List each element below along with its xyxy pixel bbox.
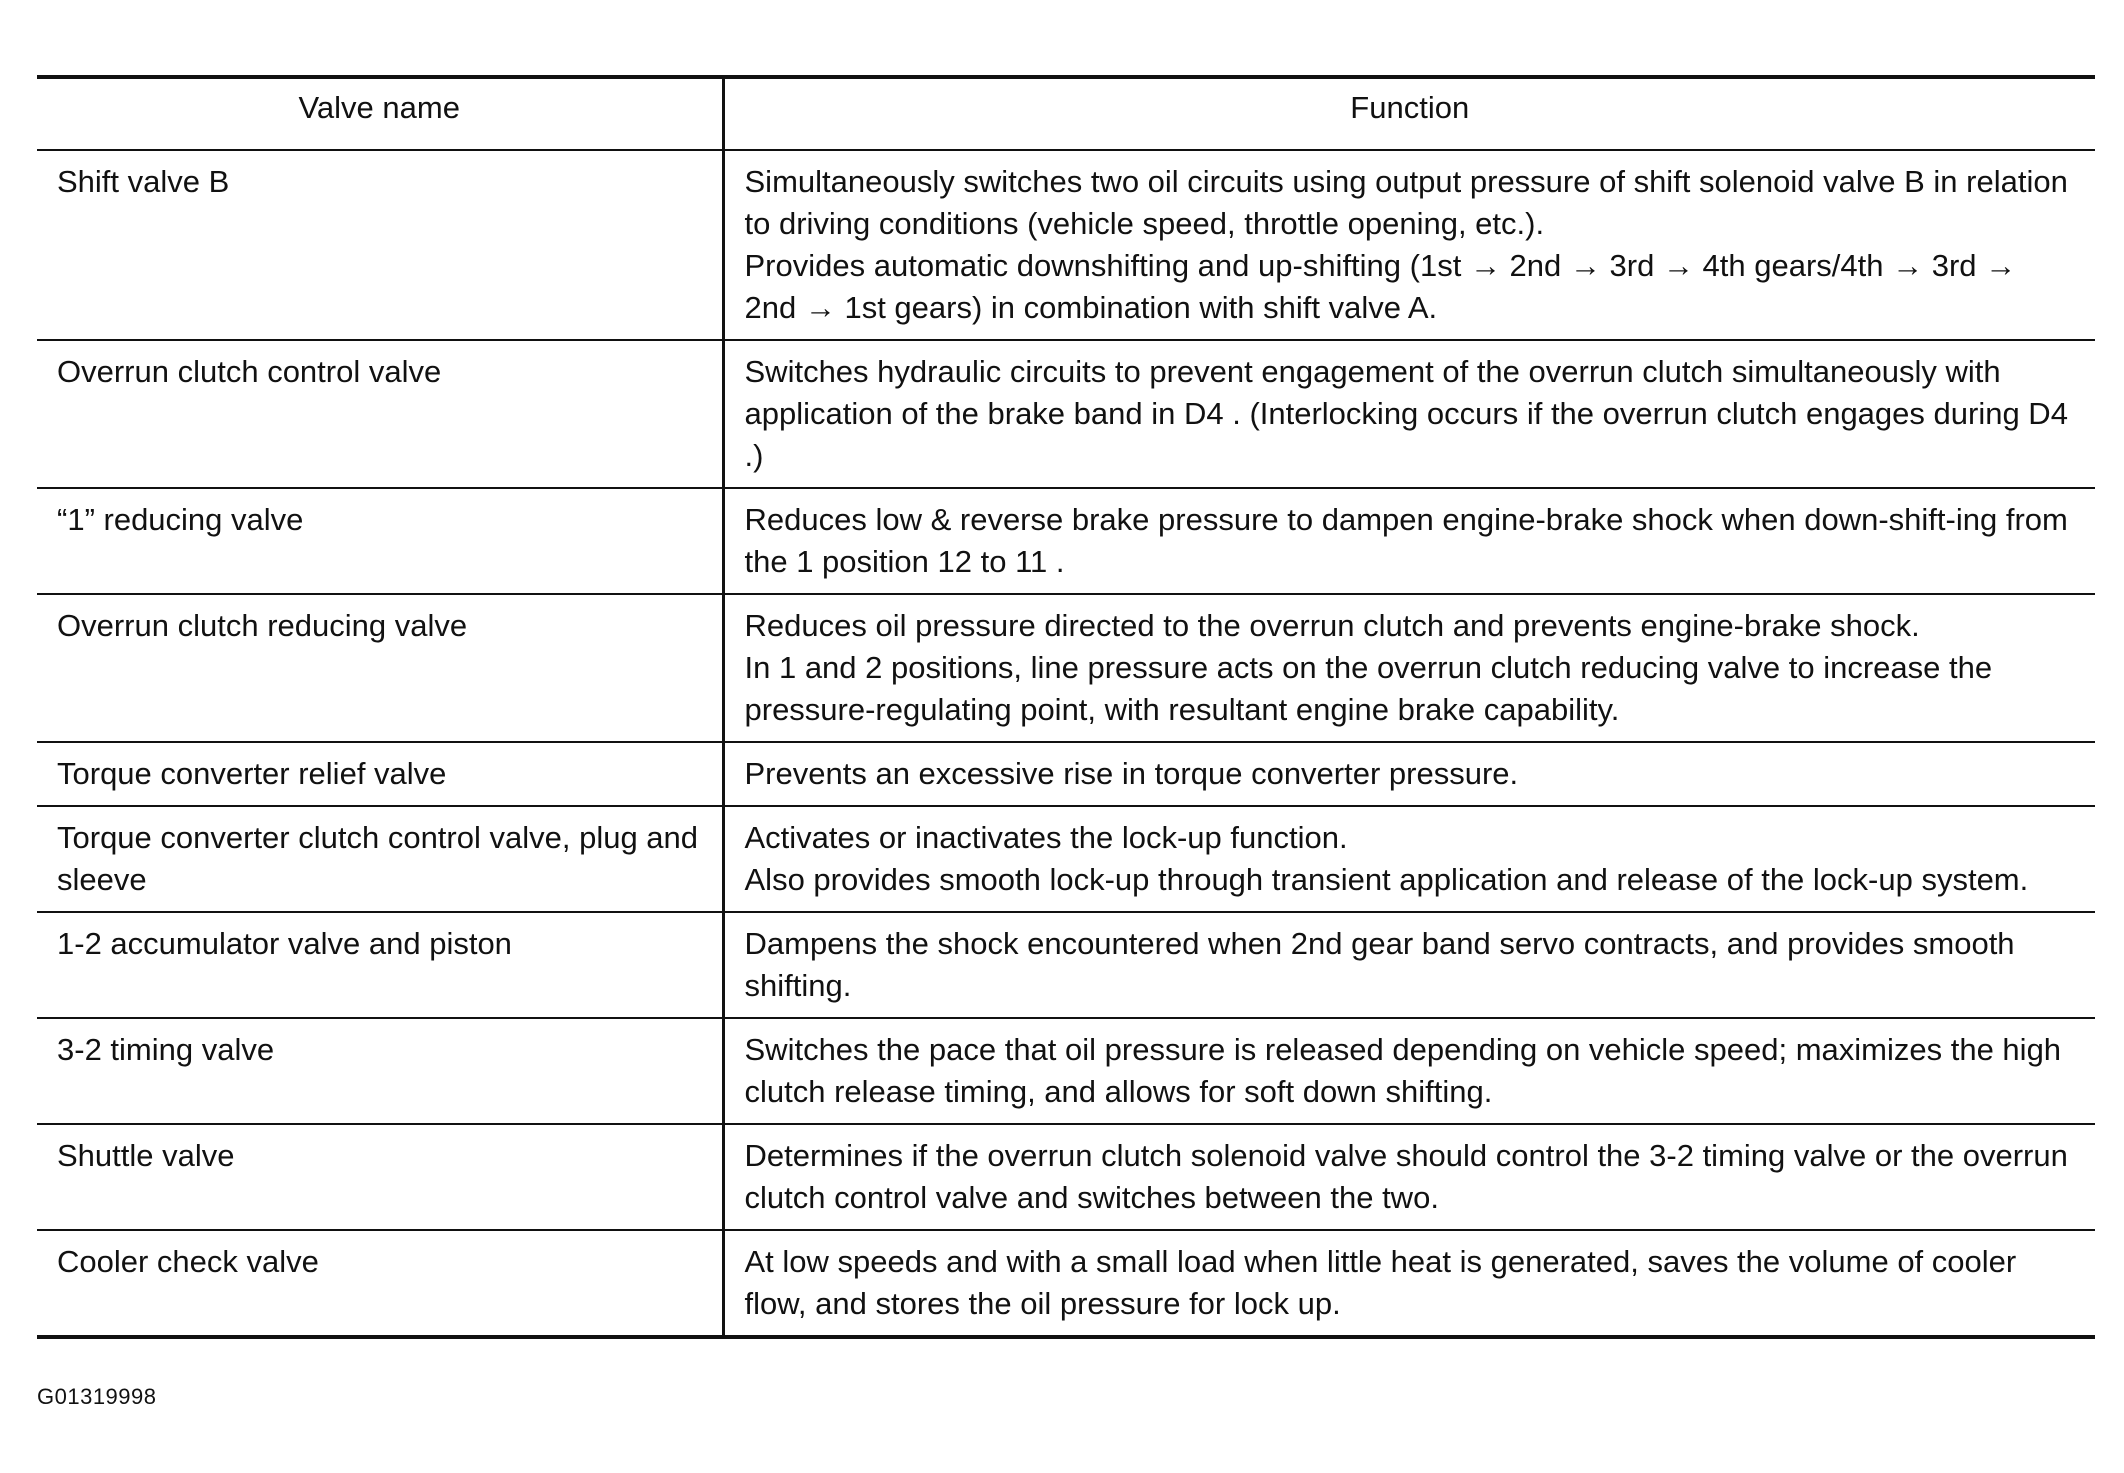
- valve-name-cell: [37, 742, 723, 806]
- header-function: Function: [723, 77, 2095, 150]
- valve-name-text: Cooler check valve: [57, 1244, 319, 1279]
- function-paragraph: Provides automatic downshifting and up-shifting (1st → 2nd → 3rd → 4th gears/4th → 3rd → 2nd → 1st gears) in combination with shift valve A.: [744, 248, 2017, 325]
- function-cell: [723, 1124, 2095, 1230]
- function-paragraph: Determines if the overrun clutch solenoid valve should control the 3-2 timing valve or the overrun clutch control valve and switches between the two.: [744, 1138, 2068, 1215]
- function-paragraph: Switches hydraulic circuits to prevent engagement of the overrun clutch simultaneously with application of the brake band in D4 . (Interlocking occurs if the overrun clutch engages during D4 .): [744, 354, 2068, 473]
- function-cell: [723, 340, 2095, 488]
- table-row: [37, 1124, 2095, 1230]
- function-paragraph: Reduces low & reverse brake pressure to dampen engine-brake shock when down-shift-ing from the 1 position 12 to 11 .: [744, 502, 2068, 579]
- valve-name-cell: [37, 912, 723, 1018]
- figure-id: G01319998: [37, 1384, 157, 1409]
- table-header: [37, 77, 2095, 150]
- valve-name-cell: [37, 1230, 723, 1337]
- table-body: [37, 150, 2095, 1337]
- table-row: [37, 912, 2095, 1018]
- valve-name-cell: [37, 1124, 723, 1230]
- table-row: [37, 1230, 2095, 1337]
- valve-name-text: 3-2 timing valve: [57, 1032, 275, 1067]
- function-paragraph: Simultaneously switches two oil circuits using output pressure of shift solenoid valve B in relation to driving conditions (vehicle speed, throttle opening, etc.).: [744, 164, 2068, 241]
- valve-function-table-container: [37, 75, 2095, 1339]
- valve-name-text: Torque converter relief valve: [57, 756, 447, 791]
- valve-name-text: Overrun clutch reducing valve: [57, 608, 468, 643]
- valve-function-table: [37, 75, 2095, 1339]
- function-cell: [723, 1230, 2095, 1337]
- valve-name-text: Overrun clutch control valve: [57, 354, 442, 389]
- function-paragraph: In 1 and 2 positions, line pressure acts on the overrun clutch reducing valve to increase the pressure-regulating point, with resultant engine brake capability.: [744, 650, 1993, 727]
- function-paragraph: Activates or inactivates the lock-up function.: [744, 820, 1348, 855]
- function-paragraph: Reduces oil pressure directed to the overrun clutch and prevents engine-brake shock.: [744, 608, 1920, 643]
- valve-name-text: Torque converter clutch control valve, plug and sleeve: [57, 820, 699, 897]
- header-valve-name: Valve name: [37, 77, 723, 150]
- table-row: [37, 806, 2095, 912]
- function-cell: [723, 150, 2095, 340]
- table-row: [37, 340, 2095, 488]
- function-cell: [723, 1018, 2095, 1124]
- function-paragraph: Switches the pace that oil pressure is released depending on vehicle speed; maximizes the high clutch release timing, and allows for soft down shifting.: [744, 1032, 2062, 1109]
- function-paragraph: Dampens the shock encountered when 2nd gear band servo contracts, and provides smooth shifting.: [744, 926, 2015, 1003]
- valve-name-cell: [37, 594, 723, 742]
- function-paragraph: Prevents an excessive rise in torque converter pressure.: [744, 756, 1519, 791]
- valve-name-text: 1-2 accumulator valve and piston: [57, 926, 512, 961]
- function-cell: [723, 806, 2095, 912]
- valve-name-text: Shuttle valve: [57, 1138, 235, 1173]
- valve-name-cell: [37, 150, 723, 340]
- function-paragraph: Also provides smooth lock-up through transient application and release of the lock-up system.: [744, 862, 2029, 897]
- valve-name-cell: [37, 1018, 723, 1124]
- table-row: [37, 150, 2095, 340]
- table-row: [37, 488, 2095, 594]
- valve-name-text: “1” reducing valve: [57, 502, 304, 537]
- valve-name-cell: [37, 488, 723, 594]
- function-cell: [723, 912, 2095, 1018]
- header-row: [37, 77, 2095, 150]
- function-cell: [723, 594, 2095, 742]
- function-cell: [723, 742, 2095, 806]
- valve-name-cell: [37, 340, 723, 488]
- function-cell: [723, 488, 2095, 594]
- valve-name-text: Shift valve B: [57, 164, 230, 199]
- table-row: [37, 742, 2095, 806]
- table-row: [37, 594, 2095, 742]
- table-row: [37, 1018, 2095, 1124]
- valve-name-cell: [37, 806, 723, 912]
- function-paragraph: At low speeds and with a small load when little heat is generated, saves the volume of cooler flow, and stores the oil pressure for lock up.: [744, 1244, 2017, 1321]
